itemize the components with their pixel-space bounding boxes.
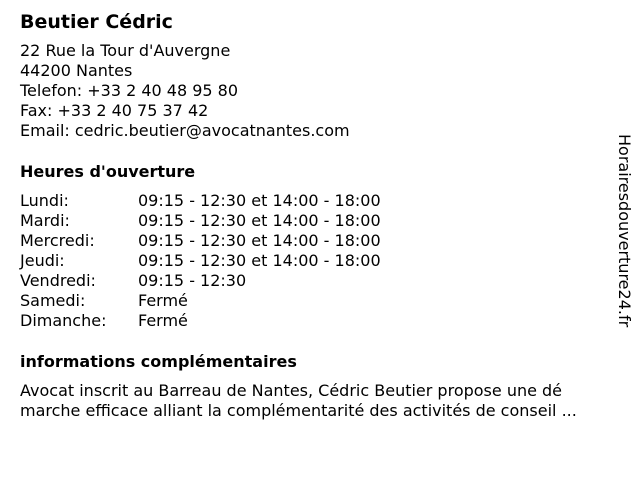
hours-row-tuesday	[20, 211, 620, 231]
day-label: Dimanche:	[20, 311, 107, 330]
phone-number: Telefon: +33 2 40 48 95 80	[20, 81, 239, 100]
day-label: Lundi:	[20, 191, 69, 210]
hours-row-saturday	[20, 291, 620, 311]
email-address: Email: cedric.beutier@avocatnantes.com	[20, 121, 350, 140]
time-value: 09:15 - 12:30 et 14:00 - 18:00	[138, 231, 381, 250]
time-value: 09:15 - 12:30 et 14:00 - 18:00	[138, 191, 381, 210]
address-street: 22 Rue la Tour d'Auvergne	[20, 41, 231, 60]
time-value: 09:15 - 12:30 et 14:00 - 18:00	[138, 211, 381, 230]
description-line: Avocat inscrit au Barreau de Nantes, Cédric Beutier propose une dé	[20, 381, 563, 400]
address-city: 44200 Nantes	[20, 61, 133, 80]
site-watermark: Horairesdouverture24.fr	[615, 134, 634, 328]
time-value: 09:15 - 12:30	[138, 271, 247, 290]
additional-info-title: informations complémentaires	[20, 352, 297, 371]
opening-hours-title: Heures d'ouverture	[20, 162, 196, 181]
additional-info-description	[20, 381, 620, 421]
day-label: Samedi:	[20, 291, 86, 310]
business-card	[20, 10, 620, 421]
day-label: Jeudi:	[20, 251, 65, 270]
day-label: Mardi:	[20, 211, 70, 230]
hours-row-friday	[20, 271, 620, 291]
day-label: Vendredi:	[20, 271, 96, 290]
time-value: 09:15 - 12:30 et 14:00 - 18:00	[138, 251, 381, 270]
description-line: marche efficace alliant la complémentarité des activités de conseil ...	[20, 401, 577, 420]
fax-number: Fax: +33 2 40 75 37 42	[20, 101, 209, 120]
time-value: Fermé	[138, 311, 188, 330]
opening-hours-list	[20, 191, 620, 331]
day-label: Mercredi:	[20, 231, 95, 250]
hours-row-monday	[20, 191, 620, 211]
time-value: Fermé	[138, 291, 188, 310]
business-name: Beutier Cédric	[20, 11, 173, 33]
hours-row-wednesday	[20, 231, 620, 251]
hours-row-thursday	[20, 251, 620, 271]
hours-row-sunday	[20, 311, 620, 331]
